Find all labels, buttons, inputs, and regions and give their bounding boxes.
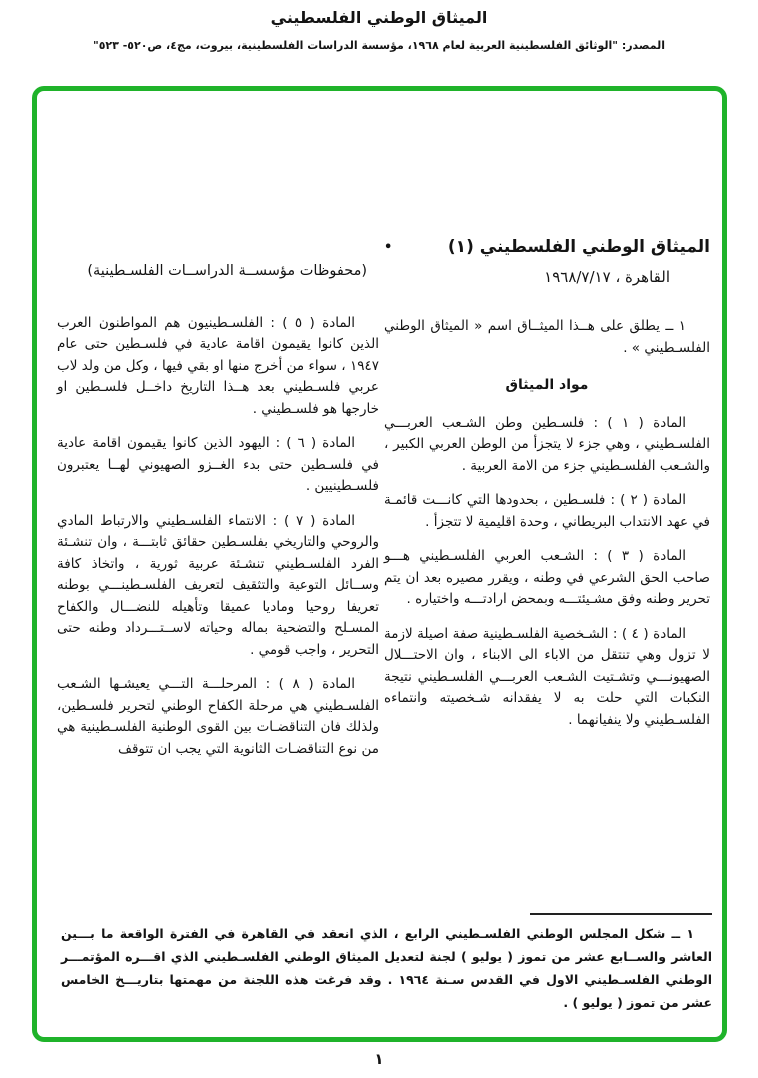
article-2: المادة ( ٢ ) : فلسـطين ، بحدودها التي كانـــت قائمـة في عهد الانتداب البريطاني ، وحدة اقليمية لا تتجزأ . [384,492,710,530]
document-dateline: القاهرة ، ١٩٦٨/٧/١٧ [544,267,670,286]
column-right [384,237,710,744]
document-border-frame [32,86,727,1042]
footnote-text: ١ ــ شكل المجلس الوطني الفلسـطيني الرابع ، الذي انعقد في القاهرة في الفترة الواقعة ما بـــين العاشر والســابع عشر من تموز ( يوليو ) لجنة لتعديل الميثاق الوطني الفلسـطيني الذي اقـــره المؤتمـــر الوطني الفلسـطيني الاول في القدس سـنة ١٩٦٤ . وقد فرغت هذه اللجنة من مهمتها بتاريـــخ الخامس عشر من تموز ( يوليو ) . [61,926,712,1010]
document-title [384,237,710,259]
article-7: المادة ( ٧ ) : الانتماء الفلسـطيني والارتباط المادي والروحي والتاريخي بفلسـطين حقائق ثابتـــة ، وان تنشـئة الفرد الفلسـطيني تنشـئة عربية ثورية ، واتخاذ كافة وســائل التوعية والتثقيف لتعريف الفلسـطينـــي بوطنه تعريفا روحيا وماديا عميقا وتأهيله للنضـــال والكفاح المسـلح والتضحية بماله وحياته لاســتـــرداد وطنه حتى التحرير ، واجب قومي . [57,512,379,658]
archive-note: (محفوظات مؤسســة الدراســات الفلسـطينية) [87,263,367,279]
article-8: المادة ( ٨ ) : المرحلـــة التـــي يعيشـها الشـعب الفلسـطيني هي مرحلة الكفاح الوطني لتحرير فلسـطين، ولذلك فان التناقضـات بين القوى الوطنية الفلسـطينية هي من نوع التناقضـات الثانوية التي يجب ان تتوقف [57,676,379,757]
article-3: المادة ( ٣ ) : الشـعب العربي الفلسـطيني هـــو صاحب الحق الشرعي في وطنه ، ويقرر مصيره بعد ان يتم تحرير وطنه وفق مشـيئتـــه وبمحض ارادتـــه واختياره . [384,548,710,607]
footnote-block [61,913,712,1014]
page-title: الميثاق الوطني الفلسطيني [270,8,488,27]
document-title-text: الميثاق الوطني الفلسطيني (١) [447,237,710,257]
title-bullet-icon: • [384,240,393,255]
article-6: المادة ( ٦ ) : اليهود الذين كانوا يقيمون اقامة عادية في فلسـطين حتى بدء الغــزو الصهيوني لهــا يعتبرون فلسـطينيين . [57,435,379,494]
column-left [57,261,379,773]
section-heading-articles: مواد الميثاق [505,377,589,393]
intro-paragraph: ١ ــ يطلق على هــذا الميثــاق اسم « الميثاق الوطني الفلسـطيني » . [384,318,710,356]
footnote-separator [530,913,712,915]
article-4: المادة ( ٤ ) : الشـخصية الفلسـطينية صفة اصيلة لازمة لا تزول وهي تنتقل من الاباء الى الابناء ، وان الاحتـــلال الصهيونـــي وتشـتيت الشـعب العربـــي الفلسـطيني نتيجة النكبات التي حلت به لا يفقدانه شـخصيته وانتماءه الفلسـطيني ولا ينفيانهما . [384,625,710,728]
page-number: ١ [374,1050,384,1068]
article-5: المادة ( ٥ ) : الفلسـطينيون هم المواطنون العرب الذين كانوا يقيمون اقامة عادية في فلسـطين حتى عام ١٩٤٧ ، سواء من أخرج منها او بقي فيها ، وكل من ولد لاب عربي فلسـطيني بعد هــذا التاريخ داخــل فلسـطين او خارجها هو فلسـطيني . [57,314,379,417]
article-1: المادة ( ١ ) : فلسـطين وطن الشـعب العربـــي الفلسـطيني ، وهي جزء لا يتجزأ من الوطن العربي الكبير ، والشـعب الفلسـطيني جزء من الامة العربية . [384,414,710,474]
source-citation: المصدر: "الوثائق الفلسطينية العربية لعام ١٩٦٨، مؤسسة الدراسات الفلسطينية، بيروت، مج٤، ص٥٢٠- ٥٢٣" [92,39,666,52]
